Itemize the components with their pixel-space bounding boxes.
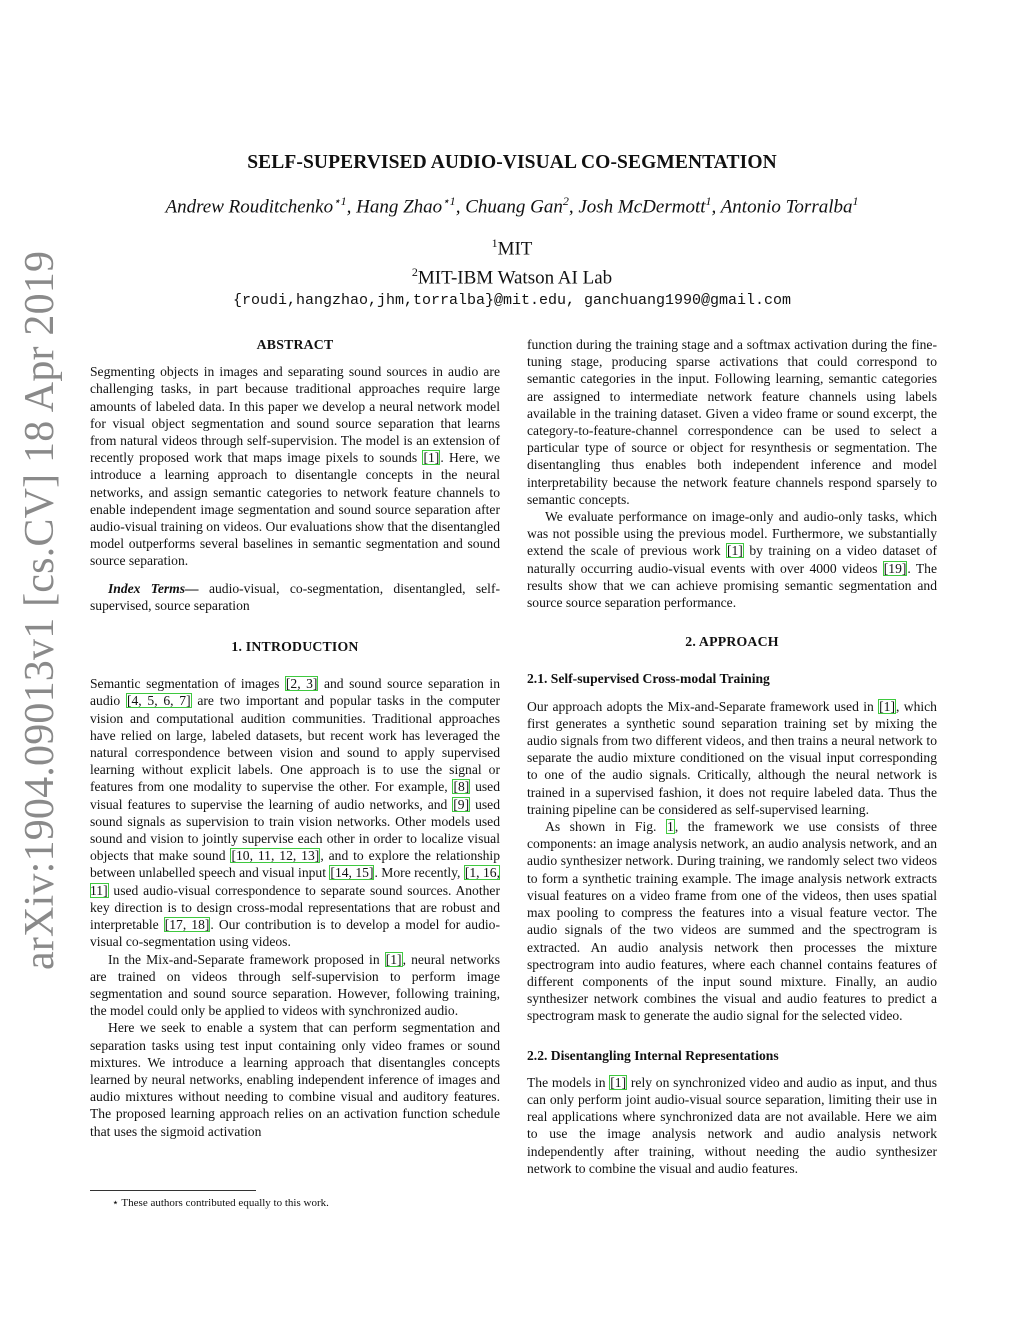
author-name: Chuang Gan <box>465 196 563 218</box>
text-run: In the Mix-and-Separate framework proposed in <box>108 951 385 967</box>
intro-paragraph <box>90 951 500 1020</box>
author-list <box>0 194 1024 218</box>
abstract-heading: ABSTRACT <box>256 337 334 352</box>
approach-heading: 2. APPROACH <box>685 634 779 650</box>
intro-paragraph-continued: function during the training stage and a softmax activation during the fine-tuning stage, producing sparse activations that could correspond to semantic categories in the input. Following learning, semantic categories are assigned to intermediate network feature channels using labels available in the training dataset. Given a video frame or sound excerpt, the category-to-feature-channel correspondence can be used to select a particular type of source or object for resynthesis or segmentation. The disentangling thus enables both independent inference and model interpretability because the network feature channels respond sparsely to semantic concepts. <box>527 337 937 507</box>
affiliation-name: MIT <box>497 238 533 260</box>
author-name: Andrew Rouditchenko <box>165 196 334 218</box>
left-column <box>90 336 500 1140</box>
author-name: Hang Zhao <box>356 196 443 218</box>
author-separator: , <box>346 196 357 218</box>
intro-paragraph <box>527 508 937 611</box>
author-emails: {roudi,hangzhao,jhm,torralba}@mit.edu, ganchuang1990@gmail.com <box>232 291 792 309</box>
paper-header <box>0 152 1024 311</box>
approach-paragraph <box>527 818 937 1024</box>
text-run: , and to explore the relationship between unlabelled speech and visual input <box>90 848 501 881</box>
citation-link[interactable]: [8] <box>453 779 470 795</box>
citation-link[interactable]: [14, 15] <box>330 865 374 881</box>
text-run: used visual features to supervise the learning of audio networks, and <box>90 779 500 812</box>
author-mark: ⋆1 <box>333 194 347 208</box>
citation-link[interactable]: [1] <box>879 698 895 714</box>
citation-link[interactable]: [4, 5, 6, 7] <box>126 693 191 709</box>
citation-link[interactable]: [1] <box>385 951 402 967</box>
text-run: We evaluate performance on image-only and audio-only tasks, which was not possible using the previous model. Furthermore, we substantially extend the scale of previous work <box>527 509 937 559</box>
index-terms-label: Index Terms— <box>108 580 199 596</box>
text-run: , which first generates a synthetic sound separation training set by mixing the audio signals from two different videos, and then trains a neural network to separate the audio mixture conditioned on the visual input corresponding to one of the audio signals. Critically, although the neural network is trained in a supervised fashion, it does not require labeled data. Thus the training pipeline can be considered as self-supervised learning. <box>527 698 937 817</box>
paper-title: SELF-SUPERVISED AUDIO-VISUAL CO-SEGMENTATION <box>247 152 777 173</box>
affiliation-line <box>0 232 1024 260</box>
text-run: rely on synchronized video and audio as input, and thus can only perform joint audio-visual source separation, limiting their use in real applications where synchronized data are not available. Here we aim to use the image analysis network and audio analysis network independently after training, without needing the audio synthesizer network to combine the visual and audio features. <box>527 1074 938 1176</box>
arxiv-identifier: arXiv:1904.09013v1 [cs.CV] 18 Apr 2019 <box>17 250 63 970</box>
text-run: Our approach adopts the Mix-and-Separate framework used in <box>527 698 879 714</box>
index-terms <box>90 580 500 614</box>
author-mark: ⋆1 <box>442 194 456 208</box>
text-run: . Our contribution is to develop a model for audio-visual co-segmentation using videos. <box>90 917 500 950</box>
text-run: are two important and popular tasks in the computer vision and computational audition communities. Traditional approaches have relied on large, labeled datasets, but recent work has leveraged the natural correspondence between vision and sound to apply supervised learning without explicit labels. One approach is to use the signal or features from one modality to supervise the other. For example, <box>90 693 500 795</box>
text-run: . The results show that we can achieve promising semantic segmentation and source source separation performance. <box>527 560 938 611</box>
citation-link[interactable]: [9] <box>453 796 470 812</box>
intro-paragraph: Here we seek to enable a system that can perform segmentation and separation tasks using test input containing only video frames or sound mixtures. We introduce a learning approach that disentangles concepts learned by neural networks, enabling independent inference of images and audio mixtures without needing to combine visual and auditory features. The proposed learning approach relies on an activation function schedule that uses the sigmoid activation <box>90 1020 500 1139</box>
text-run: , neural networks are trained on videos through self-supervision to perform image segmentation and sound source separation. However, following training, the model could only be applied to videos with synchronized audio. <box>90 951 500 1019</box>
citation-link[interactable]: [10, 11, 12, 13] <box>231 848 320 864</box>
figure-link[interactable]: 1 <box>667 819 674 835</box>
affiliation-name: MIT-IBM Watson AI Lab <box>417 266 613 288</box>
right-column <box>527 336 937 1177</box>
text-run: used sound signals as supervision to train vision networks. Other models used sound and vision to jointly supervise each other in order to localize visual objects that make sound <box>90 796 500 864</box>
text-run: , the framework we use consists of three components: an image analysis network, an audio analysis network, and an audio synthesizer network. During training, we randomly select two videos to form a synthetic training example. The image analysis network extracts visual features on a video frame from one of the videos, then uses spatial max pooling to compress the features into a visual feature vector. The audio signals of the two videos are summed and the spectrogram is extracted. An audio analysis network then processes the mixture spectrogram into audio features, where each channel contains features of different components of the input sound mixture. Finally, an audio synthesizer network combines the visual and audio features to predict a spectrogram mask to generate the audio signal for the selected video. <box>527 819 937 1024</box>
citation-link[interactable]: [17, 18] <box>164 917 210 933</box>
text-run: As shown in Fig. <box>545 819 667 835</box>
abstract-text <box>90 363 500 569</box>
text-run: . Here, we introduce a learning approach to disentangle concepts in the neural networks, and assign semantic categories to network feature channels to enable independent image segmentation and sound source separation after audio-visual training on videos. Our evaluations show that the disentangled model outperforms several baselines in semantic segmentation and sound source separation. <box>90 450 500 569</box>
text-run: . More recently, <box>374 865 464 881</box>
author-separator: , <box>455 196 466 218</box>
text-run: The models in <box>527 1074 610 1090</box>
intro-paragraph <box>90 675 500 950</box>
author-separator: , <box>711 196 721 218</box>
approach-paragraph <box>527 698 937 818</box>
author-name: Antonio Torralba <box>720 196 853 218</box>
citation-link[interactable]: [1, 16, 11] <box>90 865 500 898</box>
introduction-heading: 1. INTRODUCTION <box>231 639 359 655</box>
text-run: and sound source separation in audio <box>90 676 500 709</box>
citation-link[interactable]: [1] <box>726 543 743 559</box>
author-mark: 2 <box>562 194 569 208</box>
author-name: Josh McDermott <box>578 196 706 218</box>
approach-paragraph <box>527 1074 937 1177</box>
affiliation-mark: 2 <box>411 264 418 279</box>
citation-link[interactable]: [1] <box>610 1074 627 1090</box>
text-run: Semantic segmentation of images <box>90 676 285 692</box>
citation-link[interactable]: [19] <box>883 560 907 576</box>
author-mark: 1 <box>705 194 712 208</box>
index-terms-text: audio-visual, co-segmentation, disentangled, self-supervised, source separation <box>90 580 501 613</box>
footnote: ⋆ These authors contributed equally to this work. <box>112 1197 329 1209</box>
subsection-heading: 2.2. Disentangling Internal Representations <box>527 1047 779 1063</box>
affiliation-mark: 1 <box>491 236 498 251</box>
text-run: Segmenting objects in images and separating sound sources in audio are challenging tasks, in part because traditional approaches require large amounts of labeled data. In this paper we develop a neural network model for visual object segmentation and sound source separation that learns from natural videos through self-supervision. The model is an extension of recently proposed work that maps image pixels to sounds <box>90 364 500 466</box>
author-separator: , <box>568 196 579 218</box>
affiliation-line <box>0 261 1024 289</box>
footnote-divider <box>90 1190 256 1191</box>
author-mark: 1 <box>852 194 859 208</box>
citation-link[interactable]: [1] <box>423 450 440 466</box>
text-run: used audio-visual correspondence to separate sound sources. Another key direction is to design cross-modal representations that are robust and interpretable <box>90 882 500 933</box>
affiliation-list <box>0 232 1024 289</box>
subsection-heading: 2.1. Self-supervised Cross-modal Training <box>527 671 770 687</box>
text-run: by training on a video dataset of naturally occurring audio-visual events with over 4000 videos <box>527 543 937 576</box>
citation-link[interactable]: [2, 3] <box>285 676 318 692</box>
